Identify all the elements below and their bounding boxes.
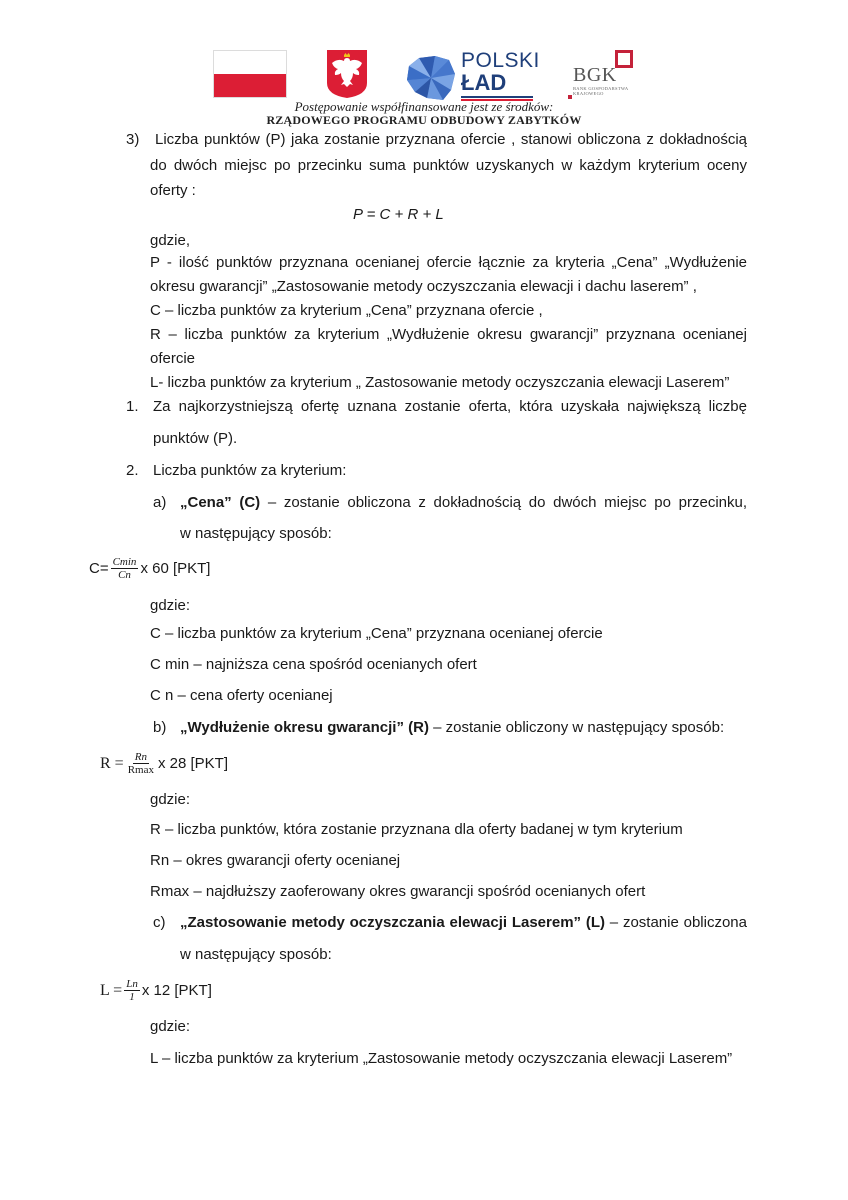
definition-r: R – liczba punktów za kryterium „Wydłużenie okresu gwarancji” przyznana ocenianej bbox=[150, 326, 747, 343]
criterion-heading: „Wydłużenie okresu gwarancji” (R) – zostanie obliczony w następujący sposób: bbox=[180, 719, 725, 736]
list-marker: a) bbox=[153, 494, 167, 511]
definition-c: C – liczba punktów za kryterium „Cena” przyznana ofercie , bbox=[150, 302, 543, 319]
bgk-square-icon bbox=[615, 50, 633, 68]
polish-flag-icon bbox=[213, 50, 287, 98]
where-label: gdzie, bbox=[150, 232, 191, 249]
polski-lad-text: POLSKI ŁAD bbox=[461, 49, 540, 95]
criterion-heading: „Cena” (C) – zostanie obliczona z dokładnością do dwóch miejsc po przecinku, bbox=[180, 494, 748, 511]
total-formula: P = C + R + L bbox=[353, 206, 444, 223]
definition-line: Rn – okres gwarancji oferty ocenianej bbox=[150, 852, 401, 869]
where-label: gdzie: bbox=[150, 597, 191, 614]
price-formula: C= $\frac{Cmin}{Cn}$ x 60 [PKT] bbox=[89, 556, 211, 581]
definition-line: C n – cena oferty ocenianej bbox=[150, 687, 333, 704]
laser-formula: L = $\frac{Ln}{1}$ x 12 [PKT] bbox=[100, 978, 212, 1003]
fraction: $\frac{Ln}{1}$ bbox=[126, 978, 138, 1003]
definition-line: L – liczba punktów za kryterium „Zastosowanie metody oczyszczania elewacji Laserem” bbox=[150, 1050, 733, 1067]
definition-line: R – liczba punktów, która zostanie przyznana dla oferty badanej w tym kryterium bbox=[150, 821, 683, 838]
definition-r: ofercie bbox=[150, 350, 196, 367]
definition-l: L- liczba punktów za kryterium „ Zastosowanie metody oczyszczania elewacji Laserem” bbox=[150, 374, 730, 391]
definition-line: Rmax – najdłuższy zaoferowany okres gwarancji spośród ocenianych ofert bbox=[150, 883, 646, 900]
paragraph-line: do dwóch miejsc po przecinku suma punktów uzyskanych w każdym kryterium oceny bbox=[150, 157, 747, 174]
paragraph-line: Liczba punktów za kryterium: bbox=[153, 462, 347, 479]
definition-line: C min – najniższa cena spośród ocenianych ofert bbox=[150, 656, 477, 673]
list-marker: 3) bbox=[126, 131, 140, 148]
definition-line: C – liczba punktów za kryterium „Cena” przyznana ocenianej ofercie bbox=[150, 625, 603, 642]
polski-lad-logo bbox=[405, 49, 540, 102]
list-marker: 2. bbox=[126, 462, 139, 479]
list-marker: 1. bbox=[126, 398, 139, 415]
definition-p: P - ilość punktów przyznana ocenianej ofercie łącznie za kryteria „Cena” „Wydłużenie bbox=[150, 254, 747, 271]
where-label: gdzie: bbox=[150, 1018, 191, 1035]
header-logos bbox=[0, 48, 848, 102]
cofund-notice: Postępowanie współfinansowane jest ze środków: bbox=[294, 99, 554, 114]
where-label: gdzie: bbox=[150, 791, 191, 808]
fraction: $\frac{Rn}{Rmax}$ bbox=[127, 751, 154, 776]
program-name: RZĄDOWEGO PROGRAMU ODBUDOWY ZABYTKÓW bbox=[266, 113, 582, 127]
paragraph-line: oferty : bbox=[150, 182, 196, 199]
paragraph-line: Za najkorzystniejszą ofertę uznana zostanie oferta, która uzyskała największą liczbę bbox=[153, 398, 747, 415]
warranty-formula: R = $\frac{Rn}{Rmax}$ x 28 [PKT] bbox=[100, 751, 229, 776]
paragraph-line: punktów (P). bbox=[153, 430, 238, 447]
criterion-heading: „Zastosowanie metody oczyszczania elewacji Laserem” (L) – zostanie obliczona bbox=[180, 914, 747, 931]
definition-p: okresu gwarancji” „Zastosowanie metody oczyszczania elewacji i dachu laserem” , bbox=[150, 278, 697, 295]
list-marker: b) bbox=[153, 719, 167, 736]
bgk-subtitle: BANK GOSPODARSTWA KRAJOWEGO bbox=[573, 86, 629, 97]
criterion-title: „Zastosowanie metody oczyszczania elewacji Laserem” (L) bbox=[180, 914, 605, 931]
paragraph-line: w następujący sposób: bbox=[180, 946, 332, 963]
list-marker: c) bbox=[153, 914, 166, 931]
bgk-logo: BGK BANK GOSPODARSTWA KRAJOWEGO bbox=[570, 48, 650, 103]
criterion-title: „Cena” (C) bbox=[180, 494, 261, 511]
fraction: $\frac{Cmin}{Cn}$ bbox=[112, 556, 137, 581]
polski-lad-map-icon bbox=[405, 52, 459, 104]
polish-emblem-icon bbox=[326, 49, 368, 99]
paragraph-line: w następujący sposób: bbox=[180, 525, 332, 542]
paragraph-line: Liczba punktów (P) jaka zostanie przyznana ofercie , stanowi obliczona z dokładnością bbox=[155, 131, 747, 148]
criterion-title: „Wydłużenie okresu gwarancji” (R) bbox=[180, 719, 429, 736]
